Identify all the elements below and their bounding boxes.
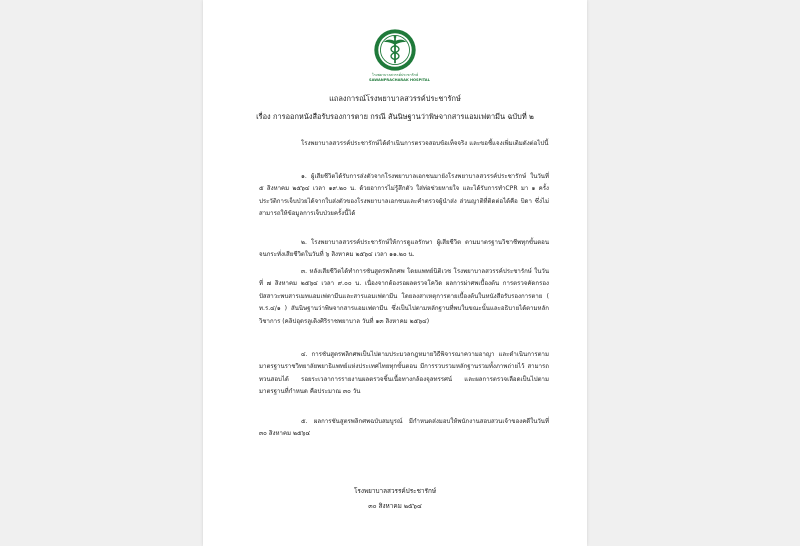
paragraph-1: ๑. ผู้เสียชีวิตได้รับการส่งตัวจากโรงพยาบาลเอกชนมายังโรงพยาบาลสวรรค์ประชารักษ์ ในวันที่ ๕ สิงหาคม ๒๕๖๔ เวลา ๑๙.๒๐ น. ด้วยอาการไม่รู้สึกตัว ใส่ท่อช่วยหายใจ และได้รับการทำCPR มา ๑ ครั้ง ประวัติการเจ็บป่วยได้จากใบส่งตัวของโรงพยาบาลเอกชนและคำตรวจผู้นำส่ง ส่วนญาติที่ติดต่อได้คือ บิดา ซึ่งไม่สามารถให้ข้อมูลการเจ็บป่วยครั้งนี้ได้ <box>259 173 549 218</box>
paragraph-2: ๒. โรงพยาบาลสวรรค์ประชารักษ์ให้การดูแลรักษา ผู้เสียชีวิต ตามมาตรฐานวิชาชีพทุกขั้นตอน จนกระทั่งเสียชีวิตในวันที่ ๖ สิงหาคม ๒๕๖๔ เวลา ๑๑.๒๐ น. <box>259 239 549 259</box>
paragraph-5: ๕. ผลการชันสูตรพลิกศพฉบับสมบูรณ์ มีกำหนดส่งมอบให้พนักงานสอบสวนเจ้าของคดีในวันที่ ๓๐ สิงหาคม ๒๕๖๔ <box>259 418 549 438</box>
hospital-logo <box>369 28 430 84</box>
paragraph-4: ๔. การชันสูตรพลิกศพเป็นไปตามประมวลกฎหมายวิธีพิจารณาความอาญา และดำเนินการตามมาตรฐานราชวิทยาลัยพยาธิแพทย์แห่งประเทศไทยทุกขั้นตอน มีการรวบรวมหลักฐานรวมทั้งภาพถ่ายไว้ สามารถทวนสอบได้ รอยระเวลาการรายงานผลตรวจชิ้นเนื้อทางกล้องจุลทรรศน์ และผลการตรวจเลือดเป็นไปตามมาตรฐานที่กำหนด คือประมาณ ๓๐ วัน <box>259 351 549 396</box>
paragraph-3: ๓. หลังเสียชีวิตได้ทำการชันสูตรพลิกศพ โดยแพทย์นิติเวช โรงพยาบาลสวรรค์ประชารักษ์ ในวันที่ ๗ สิงหาคม ๒๕๖๔ เวลา ๙.๐๐ น. เนื่องจากต้องรอผลตรวจโควิด ผลการผ่าศพเบื้องต้น การตรวจคัดกรองปัสสาวะพบสารเมทแอมเฟตามีนและสารแอมเฟตามีน โดยลงสาเหตุการตายเบื้องต้นในหนังสือรับรองการตาย ( ท.ร.๔/๑ ) สันนิษฐานว่าพิษจากสารแอมเฟตามีน ซึ่งเป็นไปตามหลักฐานที่พบในขณะนั้นและอธิบายได้ตามหลักวิชาการ (คลิปอุดรลูเดิงศิริราชพยาบาล วันที่ ๑๓ สิงหาคม ๒๕๖๔) <box>259 268 549 325</box>
intro-paragraph: โรงพยาบาลสวรรค์ประชารักษ์ได้ดำเนินการตรวจสอบข้อเท็จจริง และขอชี้แจงเพิ่มเติมดังต่อไปนี้ <box>301 140 549 147</box>
signature-date: ๓๐ สิงหาคม ๒๕๖๔ <box>368 502 422 510</box>
signature-org: โรงพยาบาลสวรรค์ประชารักษ์ <box>353 487 437 495</box>
document-subject: เรื่อง การออกหนังสือรับรองการตาย กรณี สันนิษฐานว่าพิษจากสารแอมเฟตามีน ฉบับที่ ๒ <box>256 112 534 121</box>
logo-org-english: SAWANPRACHARAK HOSPITAL <box>369 78 430 82</box>
document-title: แถลงการณ์โรงพยาบาลสวรรค์ประชารักษ์ <box>329 94 461 103</box>
document-page <box>203 0 587 546</box>
logo-org-thai: โรงพยาบาลสวรรค์ประชารักษ์ <box>371 73 419 77</box>
ministry-emblem-icon <box>373 28 417 72</box>
